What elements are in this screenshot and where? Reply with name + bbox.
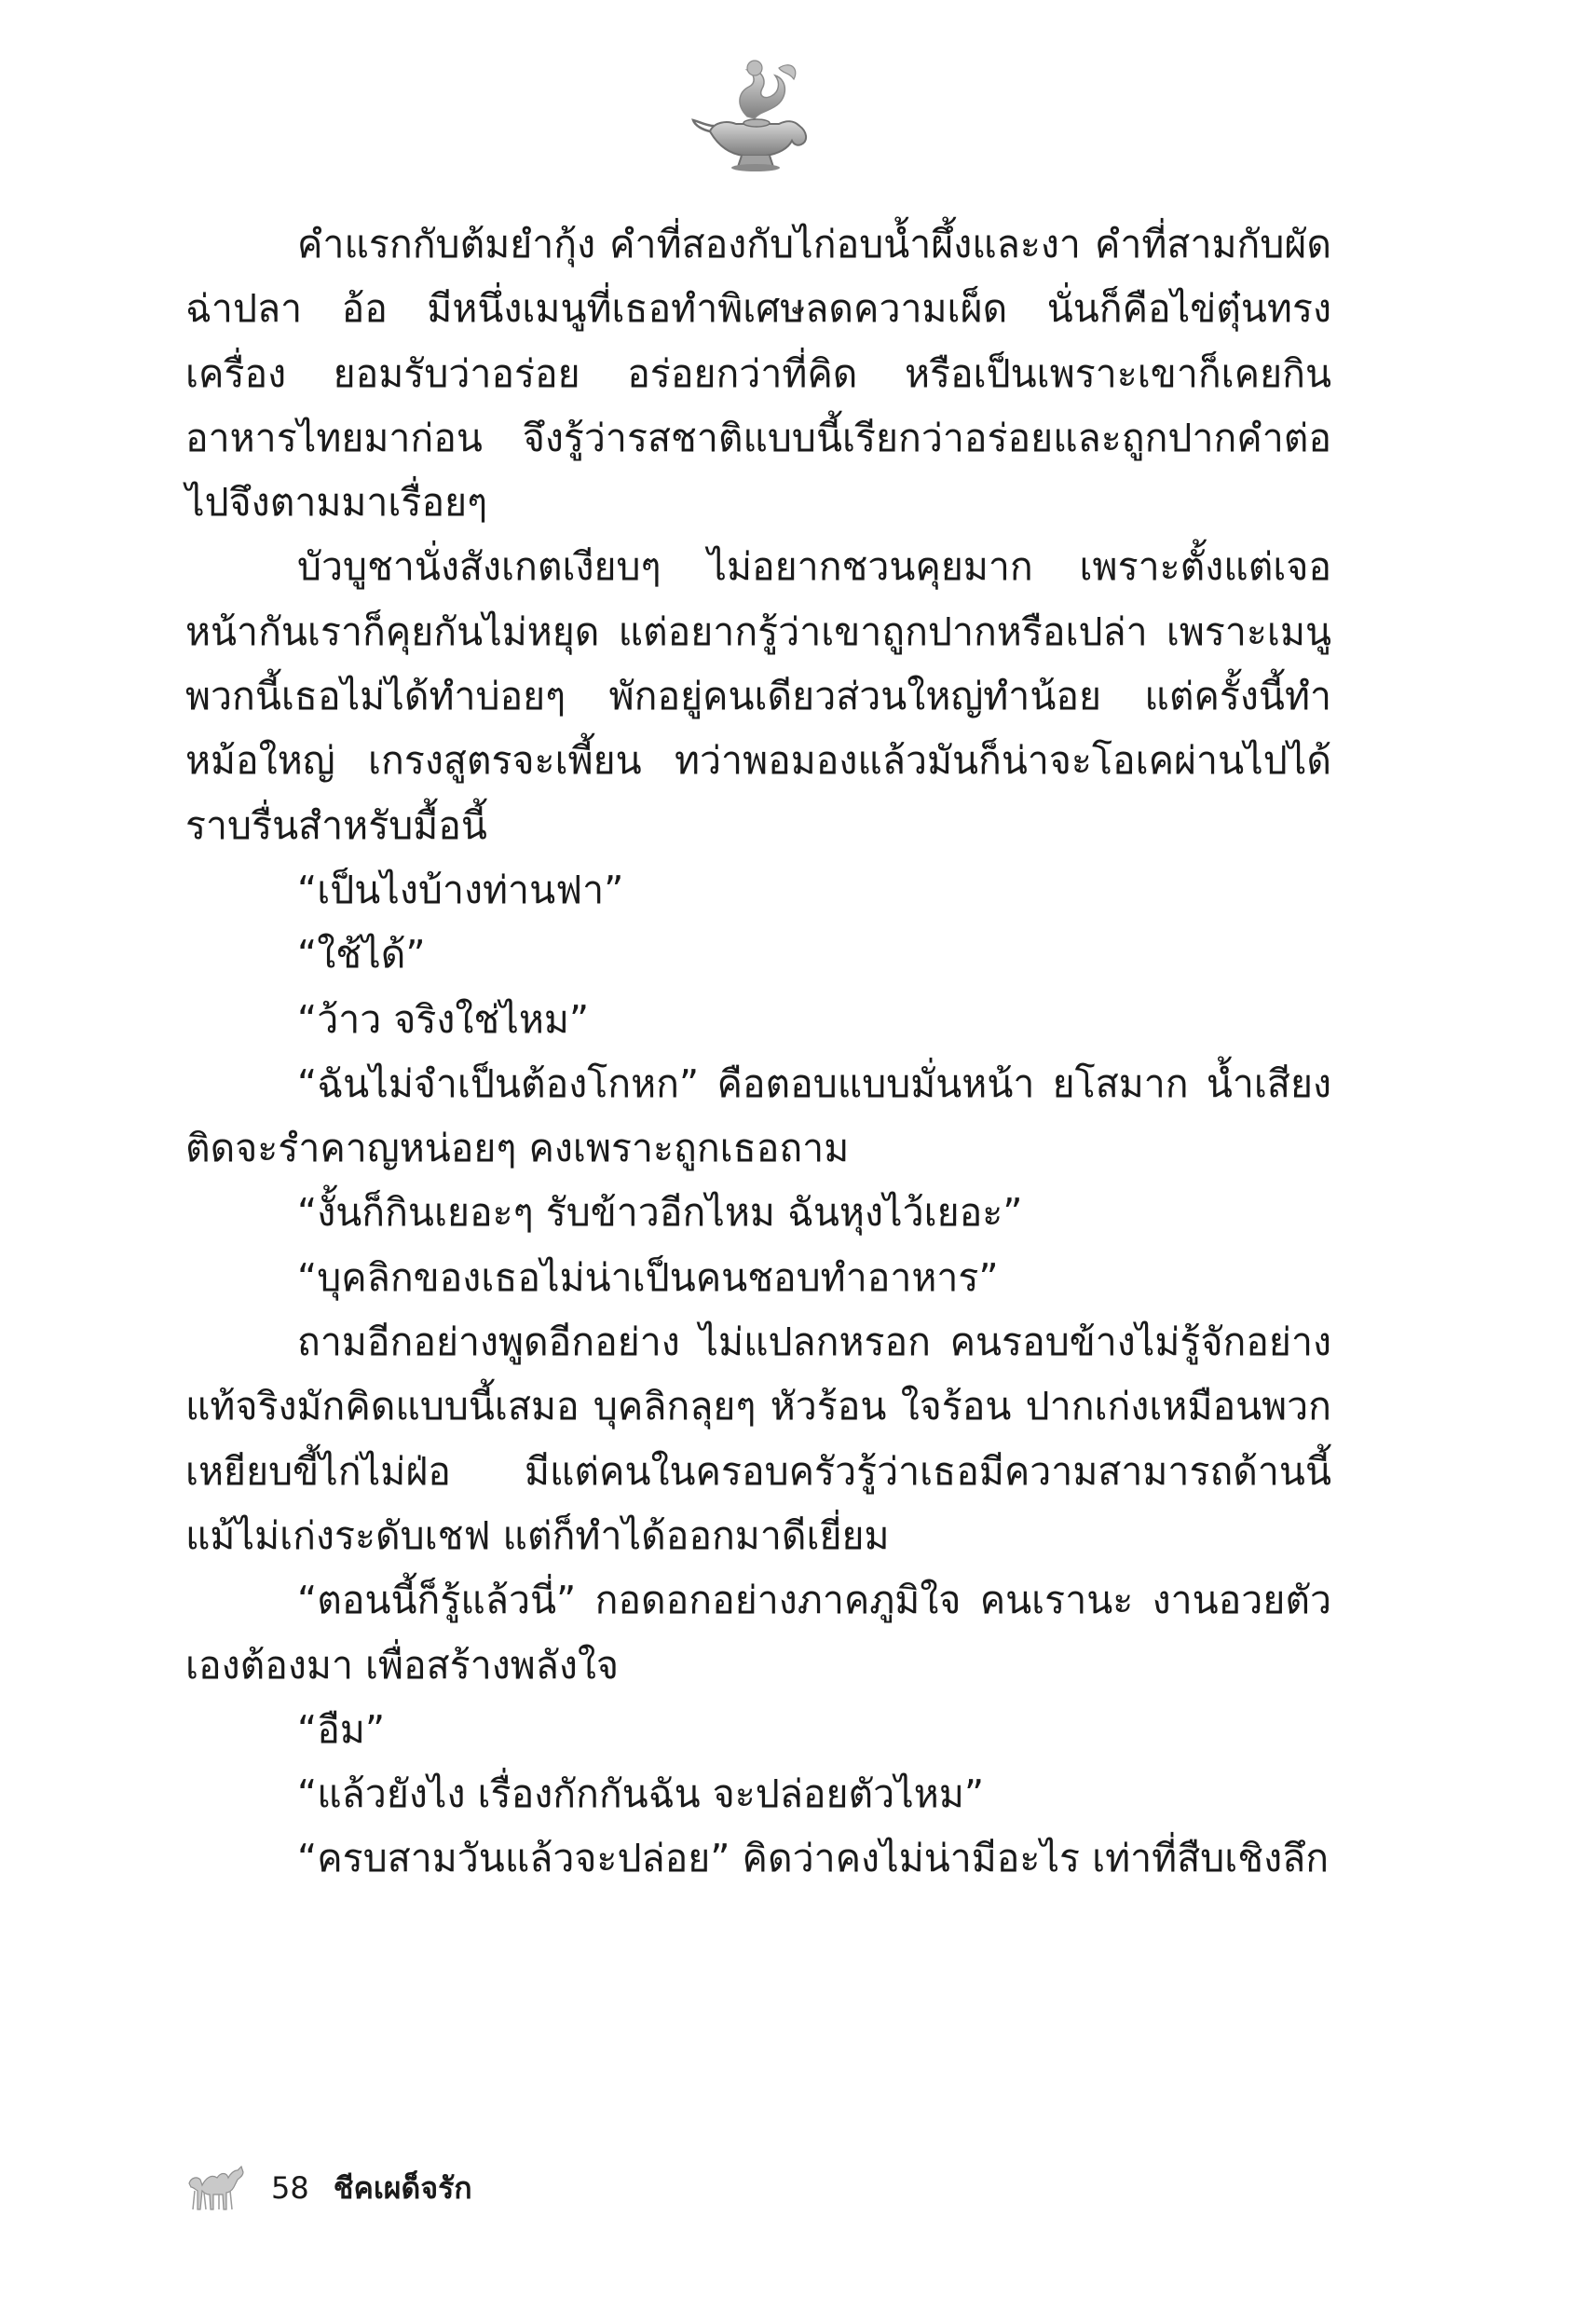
paragraph-1: คำแรกกับต้มยำกุ้ง คำที่สองกับไก่อบน้ำผึ้งและงา คำที่สามกับผัดฉ่าปลา อ้อ มีหนึ่งเมนูที่เธอทำพิเศษลดความเผ็ด นั่นก็คือไข่ตุ๋นทรงเครื่อง ยอมรับว่าอร่อย อร่อยกว่าที่คิด หรือเป็นเพราะเขาก็เคยกินอาหารไทยมาก่อน จึงรู้ว่ารสชาติแบบนี้เรียกว่าอร่อยและถูกปากคำต่อไปจึงตามมาเรื่อยๆ <box>185 222 1331 526</box>
dialogue-line-3: “ว้าว จริงใช่ไหม” <box>297 996 590 1042</box>
dialogue-line-1: “เป็นไงบ้างท่านฟา” <box>297 867 624 912</box>
dialogue-line-2: “ใช้ได้” <box>297 932 426 978</box>
paragraph-3: “ฉันไม่จำเป็นต้องโกหก” คือตอบแบบมั่นหน้า ยโสมาก น้ำเสียงติดจะรำคาญหน่อยๆ คงเพราะถูกเธอถาม <box>185 1060 1331 1171</box>
book-title: ชีคเผด็จรัก <box>333 2169 472 2206</box>
page-number: 58 <box>271 2170 309 2206</box>
page-footer <box>185 2160 472 2216</box>
body-text <box>185 212 1331 1892</box>
paragraph-5: “ตอนนี้ก็รู้แล้วนี่” กอดอกอย่างภาคภูมิใจ คนเรานะ งานอวยตัวเองต้องมา เพื่อสร้างพลังใจ <box>185 1578 1331 1688</box>
dialogue-line-6: “อืม” <box>297 1706 386 1752</box>
genie-lamp-ornament-icon <box>689 51 820 177</box>
paragraph-4: ถามอีกอย่างพูดอีกอย่าง ไม่แปลกหรอก คนรอบข้างไม่รู้จักอย่างแท้จริงมักคิดแบบนี้เสมอ บุคลิกลุยๆ หัวร้อน ใจร้อน ปากเก่งเหมือนพวกเหยียบขี้ไก่ไม่ฝ่อ มีแต่คนในครอบครัวรู้ว่าเธอมีความสามารถด้านนี้ แม้ไม่เก่งระดับเชฟ แต่ก็ทำได้ออกมาดีเยี่ยม <box>185 1320 1331 1558</box>
dialogue-line-5: “บุคลิกของเธอไม่น่าเป็นคนชอบทำอาหาร” <box>297 1254 999 1300</box>
camel-icon <box>185 2163 245 2213</box>
dialogue-line-7: “แล้วยังไง เรื่องกักกันฉัน จะปล่อยตัวไหม” <box>297 1771 985 1817</box>
paragraph-6: “ครบสามวันแล้วจะปล่อย” คิดว่าคงไม่น่ามีอะไร เท่าที่สืบเชิงลึก <box>297 1836 1330 1881</box>
dialogue-line-4: “งั้นก็กินเยอะๆ รับข้าวอีกไหม ฉันหุงไว้เยอะ” <box>297 1190 1023 1236</box>
paragraph-2: บัวบูชานั่งสังเกตเงียบๆ ไม่อยากชวนคุยมาก เพราะตั้งแต่เจอหน้ากันเราก็คุยกันไม่หยุด แต่อยากรู้ว่าเขาถูกปากหรือเปล่า เพราะเมนูพวกนี้เธอไม่ได้ทำบ่อยๆ พักอยู่คนเดียวส่วนใหญ่ทำน้อย แต่ครั้งนี้ทำหม้อใหญ่ เกรงสูตรจะเพี้ยน ทว่าพอมองแล้วมันก็น่าจะโอเคผ่านไปได้ราบรื่นสำหรับมื้อนี้ <box>185 544 1331 848</box>
